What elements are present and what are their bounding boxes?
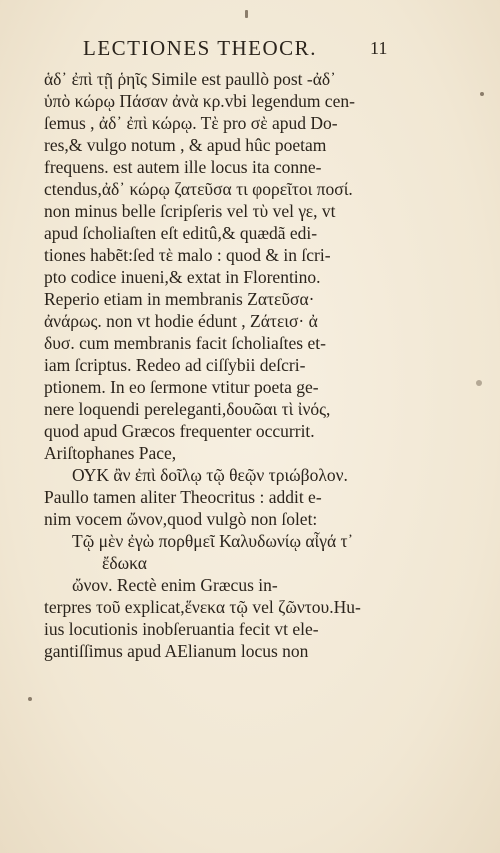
- text-line: ctendus,ἀδ᾽ κώρῳ ζατεῦσα τι φορεῖτοι ποσί.: [44, 179, 353, 199]
- paper-speck: [28, 697, 32, 701]
- text-line: ius locutionis inobſeruantia fecit vt ele-: [44, 619, 319, 639]
- text-line: Reperio etiam in membranis Ζατεῦσα·: [44, 289, 315, 309]
- text-line: terpres τοῦ explicat,ἕνεκα τῷ vel ζῶντου.Hu-: [44, 597, 361, 617]
- text-line: nere loquendi pereleganti,δουῶαι τὶ ἰνός,: [44, 399, 331, 419]
- verse-line: ΟΥΚ ἂν ἐπὶ δοῖλῳ τῷ θεῷν τριώβολον.: [72, 465, 348, 485]
- verse-line: ἔδωκα: [102, 553, 147, 573]
- paper-speck: [480, 92, 484, 96]
- text-line: res,& vulgo notum , & apud hûc poetam: [44, 135, 327, 155]
- verse-line: Τῷ μὲν ἐγὼ πορθμεῖ Καλυδωνίῳ αἶγά τ᾽: [72, 531, 354, 551]
- paper-speck: [245, 10, 248, 18]
- text-line: non minus belle ſcripſeris vel τὺ vel γε, vt: [44, 201, 336, 221]
- text-line: ſemus , ἀδ᾽ ἐπὶ κώρῳ. Τὲ pro σὲ apud Do-: [44, 113, 338, 133]
- text-line: ἁδ᾽ ἐπὶ τῇ ῥηῖς Simile est paullò post -ἀδ᾽: [44, 69, 336, 89]
- text-line: nim vocem ὤνον,quod vulgò non ſolet:: [44, 509, 318, 529]
- text-line: δυσ. cum membranis facit ſcholiaſtes et-: [44, 333, 326, 353]
- text-line: quod apud Græcos frequenter occurrit.: [44, 421, 315, 441]
- text-line: tiones habẽt:ſed τὲ malo : quod & in ſcri-: [44, 245, 331, 265]
- text-line: frequens. est autem ille locus ita conne-: [44, 157, 322, 177]
- text-line: Paullo tamen aliter Theocritus : addit e-: [44, 487, 322, 507]
- paper-speck: [476, 380, 482, 386]
- running-header: LECTIONES THEOCR.: [83, 36, 317, 60]
- text-line: pto codice inueni,& extat in Florentino.: [44, 267, 321, 287]
- body-text: [44, 68, 394, 662]
- text-line: iam ſcriptus. Redeo ad ciſſybii deſcri-: [44, 355, 306, 375]
- text-line: Ariſtophanes Pace,: [44, 443, 177, 463]
- page-number: 11: [370, 38, 388, 58]
- text-line: ὑπὸ κώρῳ Πάσαν ἀνὰ κρ.vbi legendum cen-: [44, 91, 355, 111]
- text-line: ptionem. In eo ſermone vtitur poeta ge-: [44, 377, 319, 397]
- text-line: apud ſcholiaſten eſt editû,& quædã edi-: [44, 223, 318, 243]
- verse-line: ὤνον. Rectè enim Græcus in-: [72, 575, 278, 595]
- text-line: gantiſſimus apud AElianum locus non: [44, 641, 309, 661]
- text-line: ἀνάρως. non vt hodie édunt , Ζάτεισ· ἀ: [44, 311, 318, 331]
